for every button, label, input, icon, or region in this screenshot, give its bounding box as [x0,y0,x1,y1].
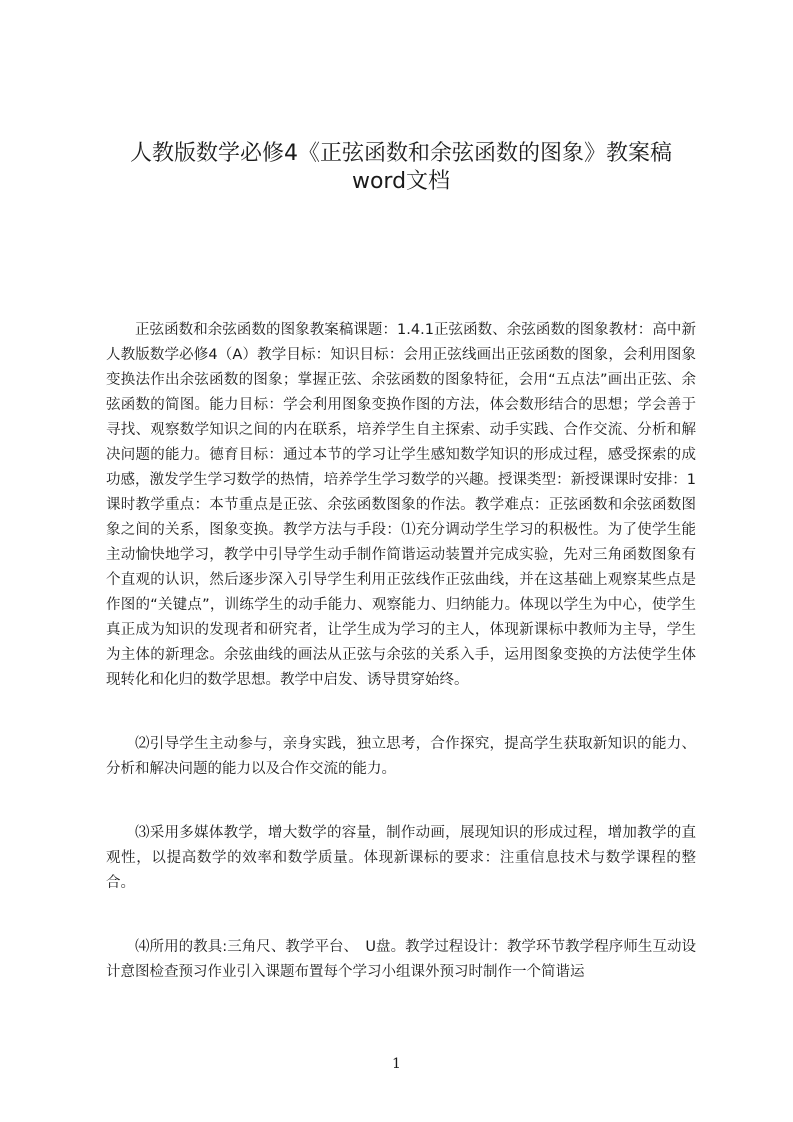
document-body [106,318,696,1024]
title-line-2: word文档 [351,169,451,194]
paragraph-3: ⑶采用多媒体教学，增大数学的容量，制作动画，展现知识的形成过程，增加教学的直观性，以提高数学的效率和数学质量。体现新课标的要求：注重信息技术与数学课程的整合。 [106,825,696,891]
title-line-1: 人教版数学必修4《正弦函数和余弦函数的图象》教案稿 [130,141,672,166]
paragraph-1: 正弦函数和余弦函数的图象教案稿课题：1.4.1正弦函数、余弦函数的图象教材：高中新人教版数学必修4（A）教学目标：知识目标：会用正弦线画出正弦函数的图象，会利用图象变换法作出余弦函数的图象；掌握正弦、余弦函数的图象特征，会用“五点法”画出正弦、余弦函数的简图。能力目标：学会利用图象变换作图的方法，体会数形结合的思想；学会善于寻找、观察数学知识之间的内在联系，培养学生自主探索、动手实践、合作交流、分析和解决问题的能力。德育目标：通过本节的学习让学生感知数学知识的形成过程，感受探索的成功感，激发学生学习数学的热情，培养学生学习数学的兴趣。授课类型：新授课课时安排：1课时教学重点：本节重点是正弦、余弦函数图象的作法。教学难点：正弦函数和余弦函数图象之间的关系，图象变换。教学方法与手段：⑴充分调动学生学习的积极性。为了使学生能主动愉快地学习，教学中引导学生动手制作简谐运动装置并完成实验，先对三角函数图象有个直观的认识，然后逐步深入引导学生利用正弦线作正弦曲线，并在这基础上观察某些点是作图的“关键点”，训练学生的动手能力、观察能力、归纳能力。体现以学生为中心，使学生真正成为知识的发现者和研究者，让学生成为学习的主人，体现新课标中教师为主导，学生为主体的新理念。余弦曲线的画法从正弦与余弦的关系入手，运用图象变换的方法使学生体现转化和化归的数学思想。教学中启发、诱导贯穿始终。 [106,322,696,688]
document-title [96,140,706,196]
paragraph-2: ⑵引导学生主动参与，亲身实践，独立思考，合作探究，提高学生获取新知识的能力、分析和解决问题的能力以及合作交流的能力。 [106,736,696,777]
paragraph-4: ⑷所用的教具:三角尺、教学平台、 U盘。教学过程设计：教学环节教学程序师生互动设计意图检查预习作业引入课题布置每个学习小组课外预习时制作一个简谐运 [106,939,696,980]
page-number: 1 [392,1056,401,1072]
